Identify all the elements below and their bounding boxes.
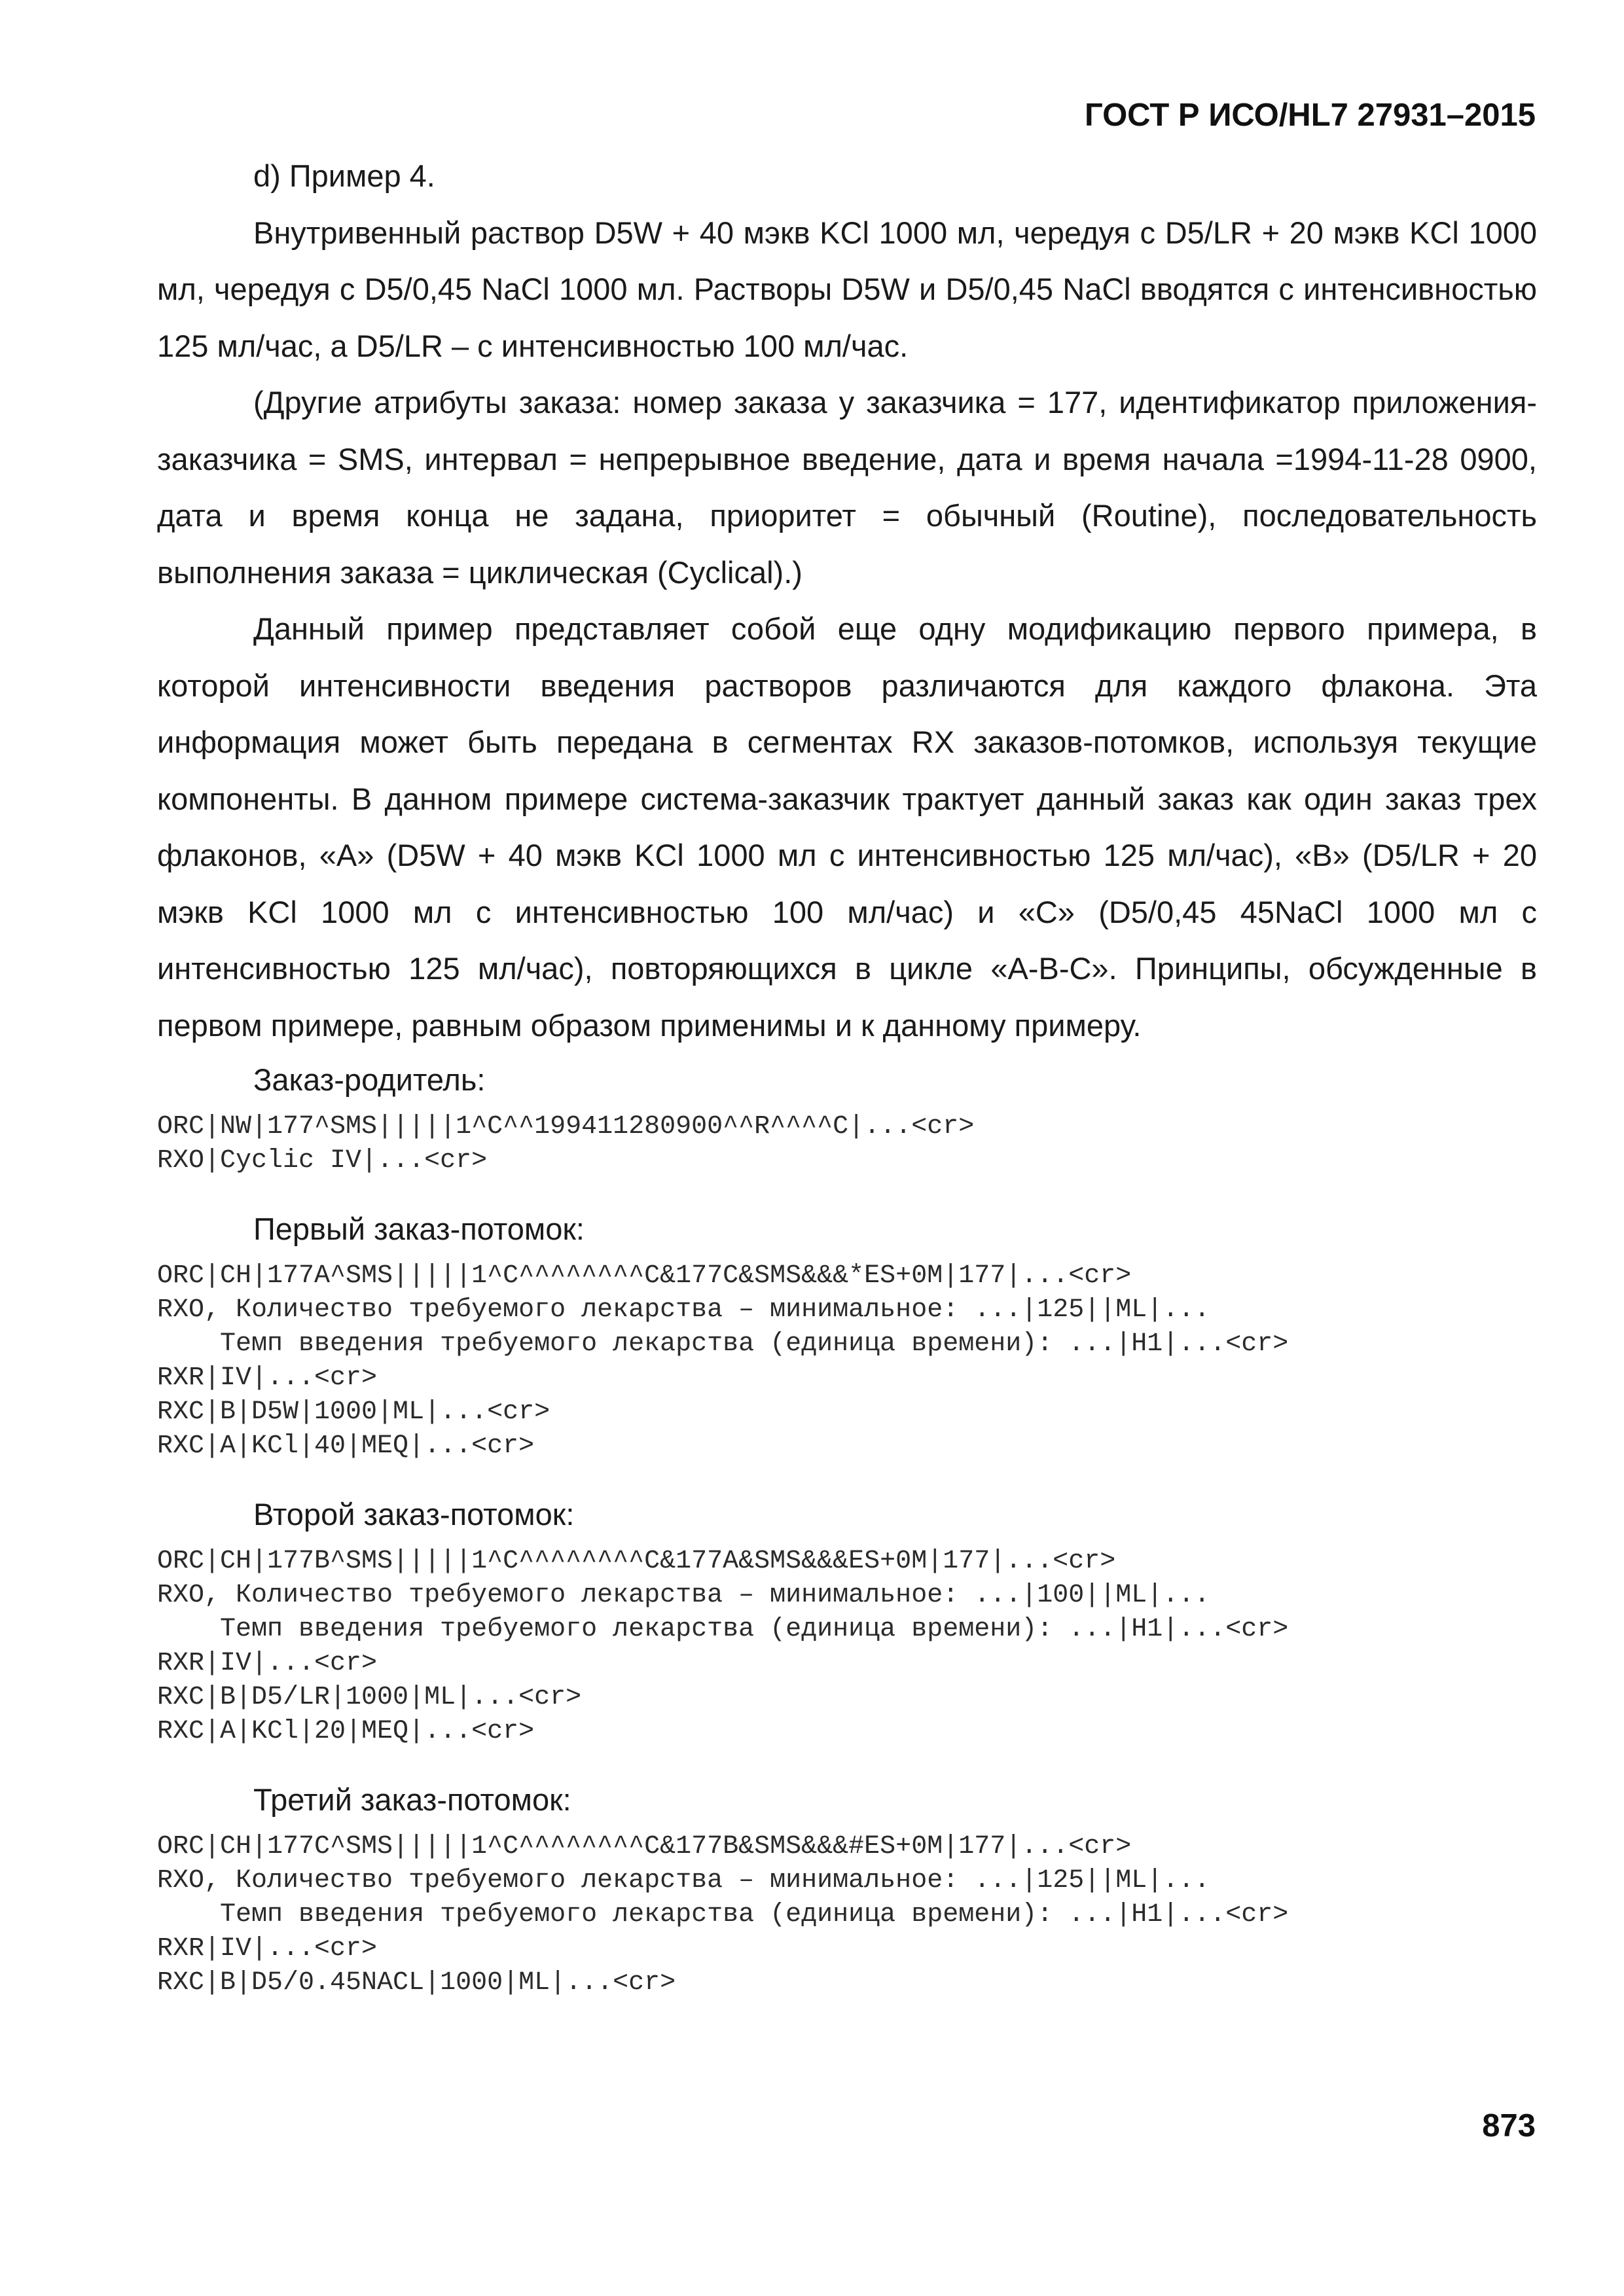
code-line: RXR|IV|...<cr> bbox=[157, 1363, 378, 1393]
code-line: ORC|CH|177A^SMS|||||1^C^^^^^^^^C&177C&SMS&&&*ES+0M|177|...<cr> bbox=[157, 1261, 1132, 1291]
paragraph-solution: Внутривенный раствор D5W + 40 мэкв KCl 1000 мл, чередуя с D5/LR + 20 мэкв KCl 1000 мл, чередуя с D5/0,45 NaCl 1000 мл. Растворы D5W и D5/0,45 NaCl вводятся с интенсивностью 125 мл/час, а D5/LR – с интенсивностью 100 мл/час. bbox=[157, 215, 1537, 363]
code-line: RXO|Cyclic IV|...<cr> bbox=[157, 1146, 488, 1175]
code-block-child-1 bbox=[157, 1259, 1537, 1463]
document-body bbox=[157, 148, 1537, 2025]
code-line: RXO, Количество требуемого лекарства – минимальное: ...|100||ML|... bbox=[157, 1581, 1210, 1610]
code-block-parent bbox=[157, 1110, 1537, 1178]
section-label-parent: Заказ-родитель: bbox=[253, 1062, 486, 1097]
paragraph-description: Данный пример представляет собой еще одну модификацию первого примера, в которой интенсивности введения растворов различаются для каждого флакона. Эта информация может быть передана в сегментах RX заказов-потомков, используя текущие компоненты. В данном примере система-заказчик трактует данный заказ как один заказ трех флаконов, «A» (D5W + 40 мэкв KCl 1000 мл с интенсивностью 125 мл/час), «B» (D5/LR + 20 мэкв KCl 1000 мл с интенсивностью 100 мл/час) и «C» (D5/0,45 45NaCl 1000 мл с интенсивностью 125 мл/час), повторяющихся в цикле «A-B-C». Принципы, обсужденные в первом примере, равным образом применимы и к данному примеру. bbox=[157, 611, 1537, 1043]
code-line: RXC|A|KCl|40|MEQ|...<cr> bbox=[157, 1431, 535, 1461]
code-block-child-2 bbox=[157, 1545, 1537, 1749]
section-label-child-1: Первый заказ-потомок: bbox=[253, 1211, 585, 1246]
code-block-child-3 bbox=[157, 1830, 1537, 2000]
code-line: Темп введения требуемого лекарства (единица времени): ...|H1|...<cr> bbox=[157, 1615, 1289, 1644]
code-line: RXO, Количество требуемого лекарства – минимальное: ...|125||ML|... bbox=[157, 1866, 1210, 1895]
paragraph-order-attributes: (Другие атрибуты заказа: номер заказа у заказчика = 177, идентификатор приложения-заказчика = SMS, интервал = непрерывное введение, дата и время начала =1994-11-28 0900, дата и время конца не задана, приоритет = обычный (Routine), последовательность выполнения заказа = циклическая (Cyclical).) bbox=[157, 385, 1537, 590]
code-line: RXO, Количество требуемого лекарства – минимальное: ...|125||ML|... bbox=[157, 1295, 1210, 1325]
code-line: RXC|B|D5/0.45NACL|1000|ML|...<cr> bbox=[157, 1968, 676, 1998]
code-line: RXC|B|D5/LR|1000|ML|...<cr> bbox=[157, 1683, 582, 1712]
section-label-child-2: Второй заказ-потомок: bbox=[253, 1497, 575, 1532]
page-number: 873 bbox=[1482, 2108, 1536, 2144]
code-line: ORC|NW|177^SMS|||||1^C^^199411280900^^R^^^^C|...<cr> bbox=[157, 1112, 975, 1141]
code-line: Темп введения требуемого лекарства (единица времени): ...|H1|...<cr> bbox=[157, 1900, 1289, 1929]
code-line: RXR|IV|...<cr> bbox=[157, 1649, 378, 1678]
code-line: RXC|A|KCl|20|MEQ|...<cr> bbox=[157, 1717, 535, 1746]
code-line: RXR|IV|...<cr> bbox=[157, 1934, 378, 1964]
code-line: RXC|B|D5W|1000|ML|...<cr> bbox=[157, 1397, 550, 1427]
code-line: ORC|CH|177B^SMS|||||1^C^^^^^^^^C&177A&SMS&&&ES+0M|177|...<cr> bbox=[157, 1547, 1116, 1576]
example-title: d) Пример 4. bbox=[253, 158, 435, 193]
section-label-child-3: Третий заказ-потомок: bbox=[253, 1782, 571, 1817]
document-header: ГОСТ Р ИСО/HL7 27931–2015 bbox=[1084, 98, 1536, 133]
code-line: Темп введения требуемого лекарства (единица времени): ...|H1|...<cr> bbox=[157, 1329, 1289, 1359]
code-line: ORC|CH|177C^SMS|||||1^C^^^^^^^^C&177B&SMS&&&#ES+0M|177|...<cr> bbox=[157, 1832, 1132, 1861]
